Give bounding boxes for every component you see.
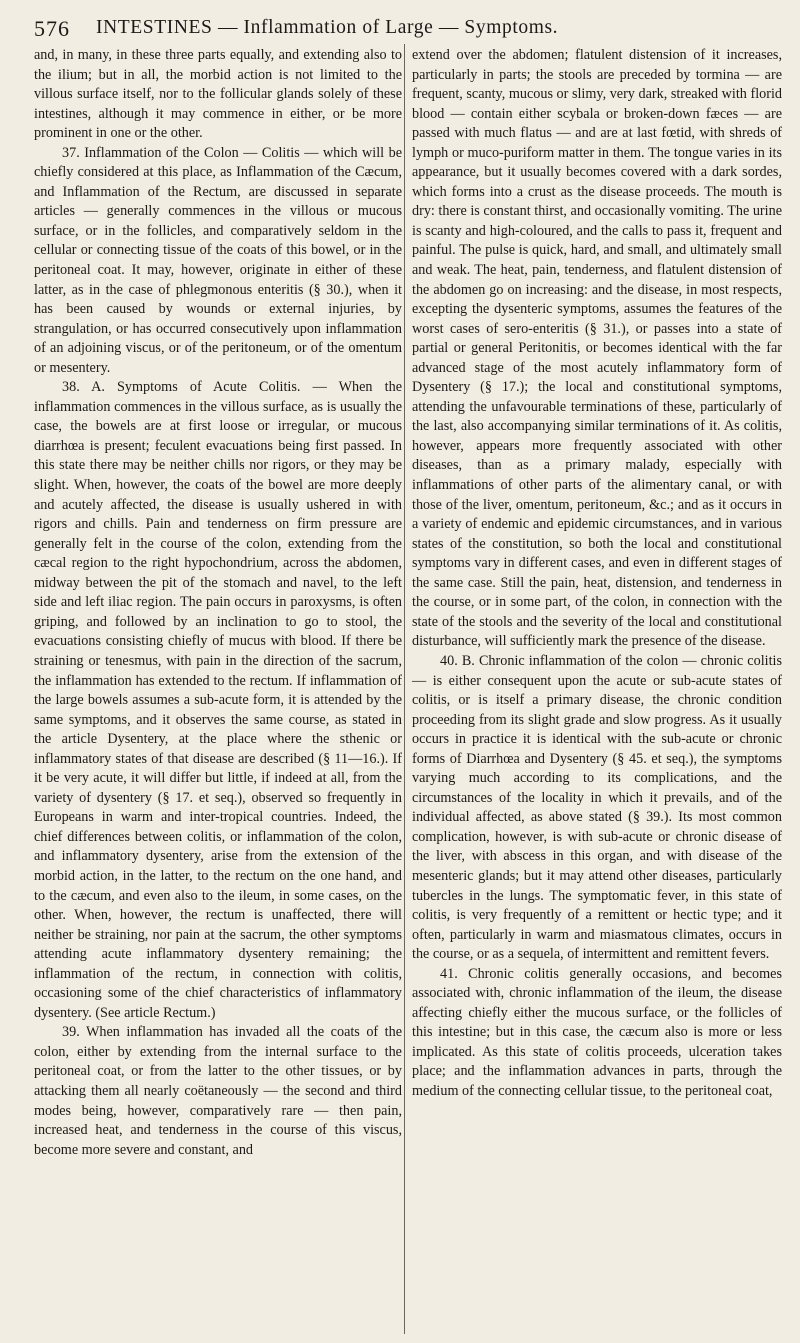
page-header (34, 16, 782, 42)
column-divider (404, 44, 405, 1334)
paragraph-38: 38. A. Symptoms of Acute Colitis. — When the inflammation commences in the villous surface, as is usually the case, the bowels are at first loose or irregular, or mucous diarrhœa is present; feculent evacuations being first passed. In this state there may be neither chills nor rigors, or they may be slight. When, however, the coats of the bowel are more deeply and acutely affected, the disease is usually ushered in with rigors and chills. Pain and tenderness on firm pressure are generally felt in the course of the colon, extending from the cæcal region to the right hypochondrium, across the abdomen, midway between the pit of the stomach and navel, to the left side and left iliac region. The pain occurs in paroxysms, is often griping, and followed by an inclination to go to stool, the evacuations consisting chiefly of mucus with blood. If there be straining or tenesmus, with pain in the direction of the sacrum, the inflammation has extended to the rectum. If inflammation of the large bowels assumes a sub-acute form, it is attended by the same symptoms, and it observes the same course, as stated in the article Dysentery, at the place where the sthenic or inflammatory states of that disease are described (§ 11—16.). If it be very acute, it will differ but little, if indeed at all, from the variety of dysentery (§ 17. et seq.), observed so frequently in Europeans in warm and inter-tropical countries. Indeed, the chief differences between colitis, or inflammation of the colon, and inflammatory dysentery, arise from the extension of the morbid action, in the latter, to the rectum on the one hand, and to the cæcum, and even also to the ileum, in some cases, on the other. When, however, the rectum is unaffected, there will neither be straining, nor pain at the sacrum, the other symptoms attending acute inflammatory dysentery remaining; the inflammation of the rectum, in connection with colitis, occasioning some of the chief characteristics of inflammatory dysentery. (See article Rectum.) (34, 379, 402, 1021)
page-number: 576 (34, 16, 70, 41)
right-column (412, 46, 782, 1102)
paragraph-41: 41. Chronic colitis generally occasions, and becomes associated with, chronic inflammation of the ileum, the disease affecting chiefly either the mucous surface, or the follicles of this intestine; but in this case, the cæcum also is more or less implicated. As this state of colitis proceeds, ulceration takes place; and the inflammation advances in parts, through the medium of the connecting cellular tissue, to the peritoneal coat, (412, 965, 782, 1099)
left-column (34, 46, 402, 1160)
paragraph-40: 40. B. Chronic inflammation of the colon — chronic colitis — is either consequent upon the acute or sub-acute states of colitis, or is itself a primary disease, the chronic condition proceeding from its slight grade and slow progress. As it usually occurs in practice it is identical with the sub-acute or chronic forms of Diarrhœa and Dysentery (§ 45. et seq.), the symptoms varying much according to its complications, and the circumstances of the locality in which it prevails, and of the individual affected, as above stated (§ 39.). Its most common complication, however, is with sub-acute or chronic disease of the liver, with abscess in this organ, and with disease of the mesenteric glands; but it may attend other diseases, particularly tubercles in the lungs. The symptomatic fever, in this state of colitis, is very frequently of a remittent or hectic type; and it often, particularly in warm and miasmatous climates, occurs in the course, or as a sequela, of intermittent and remittent fevers. (412, 652, 782, 963)
paragraph-39-continued: extend over the abdomen; flatulent distension of it increases, particularly in parts; the stools are preceded by tormina — are frequent, scanty, mucous or slimy, very dark, streaked with florid blood — contain either scybala or broken-down fæces — are passed with much flatus — and are at last fœtid, with shreds of lymph or muco-puriform matter in them. The tongue varies in its appearance, but it usually becomes covered with a dark sordes, which forms into a crust as the disease proceeds. The mouth is dry: there is constant thirst, and occasionally vomiting. The urine is scanty and high-coloured, and the calls to pass it, frequent and painful. The pulse is quick, hard, and small, and ultimately small and weak. The heat, pain, tenderness, and flatulent distension of the abdomen go on increasing: and the disease, in most respects, excepting the dysenteric symptoms, assumes the features of the worst cases of sero-enteritis (§ 31.), or passes into a state of partial or general Peritonitis, or becomes identical with the far advanced stage of the most acutely inflammatory form of Dysentery (§ 17.); the local and constitutional symptoms, attending the unfavourable terminations of these, particularly of the last, also accompanying similar terminations of it. As colitis, however, appears more frequently associated with other diseases, than as a primary malady, especially with inflammations of other parts of the alimentary canal, or with those of the liver, omentum, peritoneum, &c.; and as it occurs in a variety of endemic and epidemic circumstances, and in various states of the constitution, so both the local and constitutional symptoms vary in different cases, and even in different stages of the same case. Still the pain, heat, distension, and tenderness in the course, or in some part, of the colon, in connection with the state of the stools and the severity of the local and constitutional disturbance, will sufficiently mark the presence of the disease. (412, 47, 782, 650)
paragraph-continued: and, in many, in these three parts equally, and extending also to the ilium; but in all, the morbid action is not limited to the villous surface itself, nor to the follicular glands solely of these intestines, although it may commence in either, or be more prominent in one or the other. (34, 47, 402, 142)
paragraph-37: 37. Inflammation of the Colon — Colitis — which will be chiefly considered at this place, as Inflammation of the Cæcum, and Inflammation of the Rectum, are discussed in separate articles — generally commences in the villous or mucous surface, or in the follicles, and comparatively seldom in the cellular or connecting tissue of the coats of this bowel, or in the peritoneal coat. It may, however, originate in either of these latter, as in the case of phlegmonous enteritis (§ 30.), when it has been caused by wounds or external injuries, by strangulation, or has occurred consecutively upon inflammation of an adjoining viscus, or of the peritoneum, or of the omentum or mesentery. (34, 144, 402, 376)
running-head: INTESTINES — Inflammation of Large — Symptoms. (96, 17, 559, 38)
paragraph-39: 39. When inflammation has invaded all the coats of the colon, either by extending from the internal surface to the peritoneal coat, or from the latter to the other tissues, or by attacking them all nearly coëtaneously — the second and third modes being, however, comparatively rare — then pain, increased heat, and tenderness in the course of this viscus, become more severe and constant, and (34, 1024, 402, 1158)
